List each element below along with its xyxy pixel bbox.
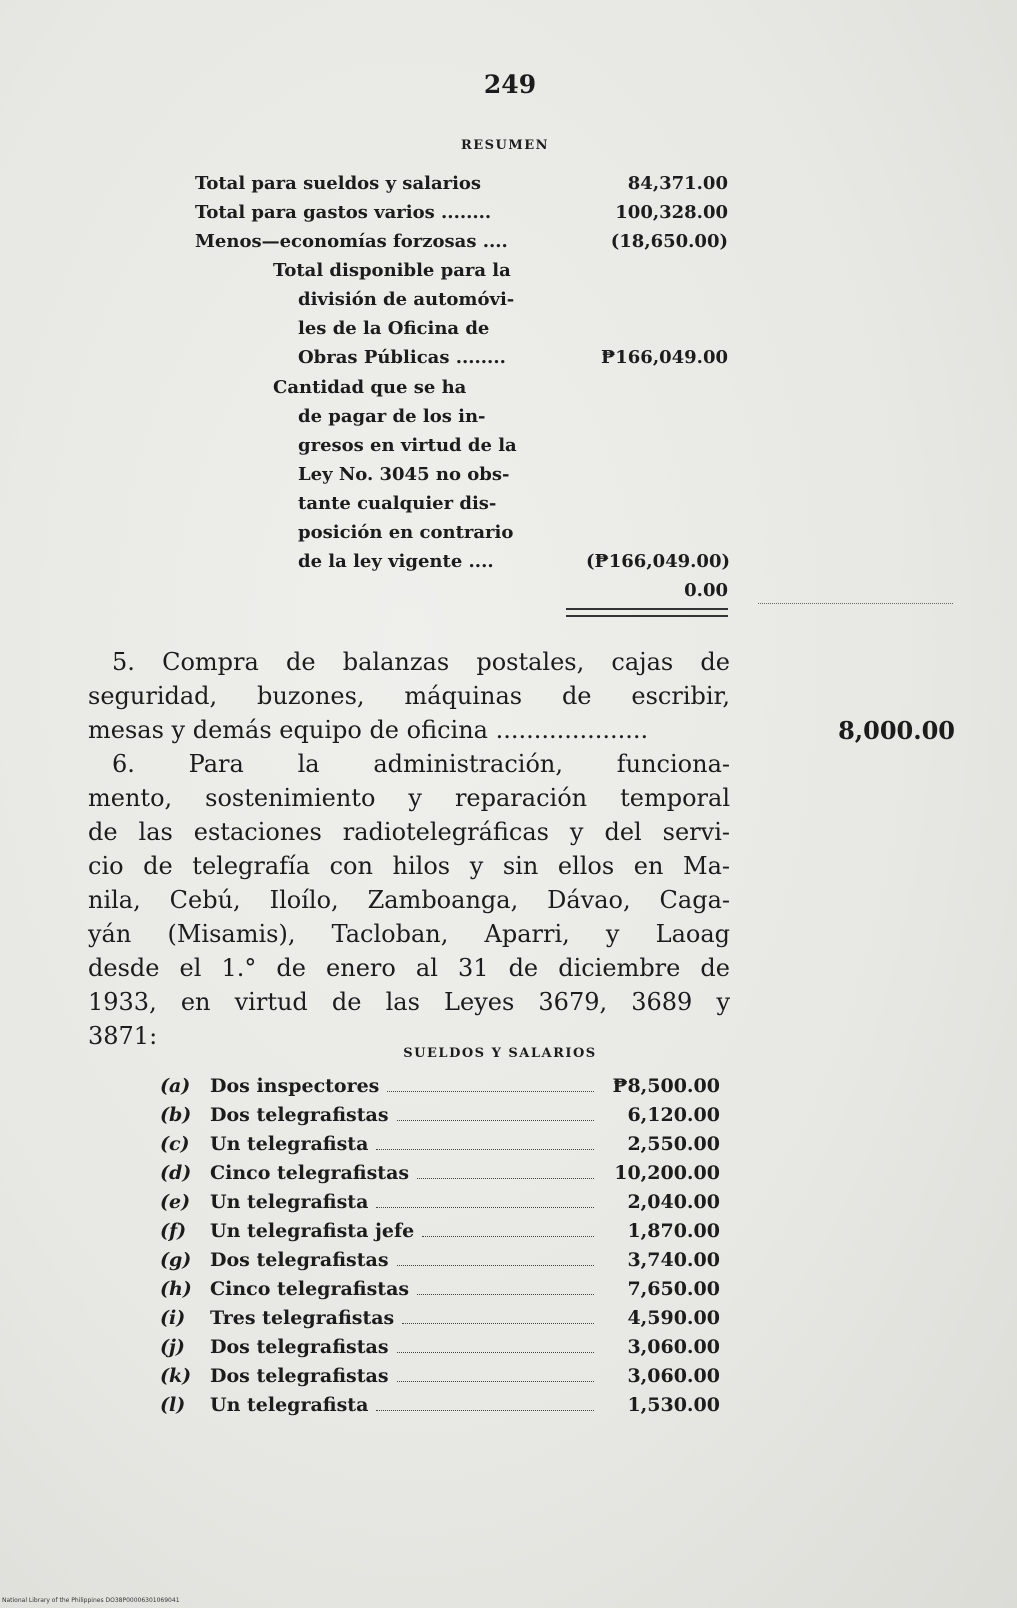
leader-dots [397, 1367, 594, 1382]
page-number: 249 [483, 70, 537, 99]
salary-item [160, 1336, 720, 1365]
salary-item-desc: Un telegrafista [210, 1191, 369, 1213]
salary-item-amount: 4,590.00 [627, 1307, 720, 1329]
leader-dots [397, 1106, 594, 1121]
resumen-row-amount: 100,328.00 [615, 202, 728, 223]
disponible-line: Obras Públicas ........ [298, 347, 506, 368]
item5-line: 5. Compra de balanzas postales, cajas de [112, 648, 730, 676]
margin-dotted-rule [758, 603, 953, 604]
salary-item-letter: (e) [160, 1191, 191, 1213]
leader-dots [376, 1193, 594, 1208]
cantidad-line: de pagar de los in- [298, 406, 486, 427]
salary-item-desc: Dos inspectores [210, 1075, 380, 1097]
salary-item-desc: Cinco telegrafistas [210, 1162, 410, 1184]
salary-item [160, 1075, 720, 1104]
resumen-row-label: Total para sueldos y salarios [195, 173, 482, 194]
salary-item-letter: (k) [160, 1365, 192, 1387]
disponible-line: les de la Oficina de [298, 318, 490, 339]
salary-item [160, 1133, 720, 1162]
salary-item-letter: (g) [160, 1249, 192, 1271]
disponible-line: división de automóvi- [298, 289, 515, 310]
resumen-heading: RESUMEN [460, 138, 550, 153]
salary-item-amount: 10,200.00 [614, 1162, 720, 1184]
cantidad-line: Cantidad que se ha [273, 377, 467, 398]
leader-dots [387, 1077, 594, 1092]
salary-item [160, 1394, 720, 1423]
salary-item-amount: 3,060.00 [627, 1336, 720, 1358]
salary-item-amount: 1,530.00 [627, 1394, 720, 1416]
salary-item-letter: (l) [160, 1394, 186, 1416]
cantidad-line: posición en contrario [298, 522, 514, 543]
item5-line: mesas y demás equipo de oficina .................... [88, 716, 649, 744]
item5-amount: 8,000.00 [838, 716, 955, 745]
salary-item-letter: (a) [160, 1075, 191, 1097]
salary-item-desc: Dos telegrafistas [210, 1365, 389, 1387]
salary-item-desc: Tres telegrafistas [210, 1307, 395, 1329]
item6-line: yán (Misamis), Tacloban, Aparri, y Laoag [88, 920, 730, 948]
leader-dots [376, 1135, 594, 1150]
salary-item-amount: 1,870.00 [627, 1220, 720, 1242]
salary-item-desc: Dos telegrafistas [210, 1336, 389, 1358]
item6-line: nila, Cebú, Iloílo, Zamboanga, Dávao, Caga- [88, 886, 730, 914]
item5-line: seguridad, buzones, máquinas de escribir, [88, 682, 730, 710]
leader-dots [397, 1338, 594, 1353]
item6-line: 1933, en virtud de las Leyes 3679, 3689 y [88, 988, 730, 1016]
salary-item [160, 1162, 720, 1191]
salary-item-amount: 3,060.00 [627, 1365, 720, 1387]
disponible-amount: ₱166,049.00 [601, 347, 728, 368]
salary-item-desc: Un telegrafista [210, 1394, 369, 1416]
salary-item [160, 1249, 720, 1278]
item6-line: mento, sostenimiento y reparación temporal [88, 784, 730, 812]
sueldos-heading: SUELDOS Y SALARIOS [403, 1046, 597, 1061]
salary-item-letter: (i) [160, 1307, 186, 1329]
resumen-row-amount: (18,650.00) [610, 231, 728, 252]
salary-item [160, 1191, 720, 1220]
salary-item [160, 1104, 720, 1133]
item6-line: 6. Para la administración, funciona- [112, 750, 730, 778]
salary-item [160, 1365, 720, 1394]
cantidad-line: Ley No. 3045 no obs- [298, 464, 510, 485]
leader-dots [417, 1280, 594, 1295]
leader-dots [402, 1309, 594, 1324]
cantidad-line: de la ley vigente .... [298, 551, 494, 572]
salary-item-amount: 7,650.00 [627, 1278, 720, 1300]
salary-item-desc: Un telegrafista jefe [210, 1220, 415, 1242]
salary-item-amount: 2,550.00 [627, 1133, 720, 1155]
leader-dots [417, 1164, 594, 1179]
salary-item-amount: 6,120.00 [627, 1104, 720, 1126]
resumen-row-amount: 84,371.00 [627, 173, 728, 194]
salary-item-desc: Dos telegrafistas [210, 1249, 389, 1271]
resumen-row-label: Menos—economías forzosas .... [195, 231, 508, 252]
cantidad-line: tante cualquier dis- [298, 493, 497, 514]
salary-item-letter: (f) [160, 1220, 187, 1242]
item6-line: 3871: [88, 1022, 158, 1050]
item6-line: de las estaciones radiotelegráficas y del servi- [88, 818, 730, 846]
salary-item-amount: ₱8,500.00 [612, 1075, 720, 1097]
salary-item [160, 1307, 720, 1336]
salary-item-letter: (b) [160, 1104, 192, 1126]
salary-item-desc: Dos telegrafistas [210, 1104, 389, 1126]
salary-item-letter: (h) [160, 1278, 192, 1300]
salary-item [160, 1278, 720, 1307]
scan-footer: National Library of the Philippines DO38P00006301069041 [2, 1597, 180, 1604]
salary-item-desc: Cinco telegrafistas [210, 1278, 410, 1300]
resumen-net-amount: 0.00 [684, 580, 728, 601]
leader-dots [422, 1222, 594, 1237]
cantidad-amount: (₱166,049.00) [586, 551, 730, 572]
total-double-rule [566, 608, 728, 617]
salary-item-letter: (d) [160, 1162, 192, 1184]
disponible-line: Total disponible para la [273, 260, 511, 281]
leader-dots [397, 1251, 594, 1266]
salary-item [160, 1220, 720, 1249]
leader-dots [376, 1396, 594, 1411]
salary-item-amount: 2,040.00 [627, 1191, 720, 1213]
salary-item-desc: Un telegrafista [210, 1133, 369, 1155]
item6-line: desde el 1.° de enero al 31 de diciembre de [88, 954, 730, 982]
cantidad-line: gresos en virtud de la [298, 435, 517, 456]
resumen-row-label: Total para gastos varios ........ [195, 202, 492, 223]
salary-item-letter: (j) [160, 1336, 185, 1358]
salary-item-amount: 3,740.00 [627, 1249, 720, 1271]
item6-line: cio de telegrafía con hilos y sin ellos en Ma- [88, 852, 730, 880]
salary-item-letter: (c) [160, 1133, 190, 1155]
